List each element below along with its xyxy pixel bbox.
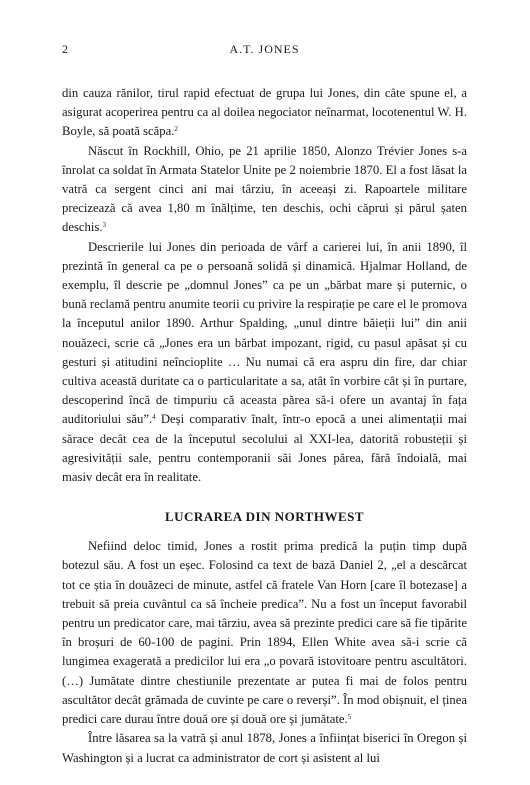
paragraph-text: Deși comparativ înalt, într-o epocă a unei alimentații mai sărace decât cea de la începutul secolului al XXI-lea, datorită robusteții și agresivității sale, pentru contemporanii săi Jones părea, fără îndoială, mai masiv decât era în realitate. bbox=[62, 412, 467, 485]
paragraph bbox=[62, 142, 467, 238]
section-heading: LUCRAREA DIN NORTHWEST bbox=[164, 509, 365, 525]
footnote-marker: 3 bbox=[102, 221, 107, 230]
footnote-marker: 2 bbox=[174, 125, 178, 134]
running-header bbox=[62, 42, 467, 60]
book-page bbox=[62, 42, 467, 768]
paragraph bbox=[62, 729, 467, 767]
page-body bbox=[62, 84, 467, 768]
footnote-marker: 5 bbox=[347, 713, 352, 722]
page-number: 2 bbox=[62, 42, 69, 56]
paragraph-text: Descrierile lui Jones din perioada de vârf a carierei lui, în anii 1890, îl prezintă în general ca pe o persoană solidă și dinamică. Hjalmar Holland, de exemplu, îl descrie pe „domnul Jones” ca pe un „bărbat mare și puternic, o bună reclamă pentru anumite teorii cu privire la respirație pe care el le promova la începutul anilor 1890. Arthur Spalding, „unul dintre băieții lui” din anii nouăzeci, scrie că „Jones era un bărbat impozant, rigid, cu pasul apăsat și cu gesturi și atitudini neîncioplite … Nu numai că era aspru din fire, dar chiar cultiva această duritate ca o particularitate a sa, atât în vorbire cât și în purtare, descoperind încă de timpuriu că aceasta părea să-i ofere un avantaj în fața auditoriului său”. bbox=[62, 239, 467, 427]
paragraph-text: Născut în Rockhill, Ohio, pe 21 aprilie 1850, Alonzo Trévier Jones s-a înrolat ca soldat în Armata Statelor Unite pe 2 noiembrie 1870. El a fost lăsat la vatră ca sergent cinci ani mai târziu, în aceeași zi. Rapoartele militare precizează că avea 1,80 m înălțime, ten deschis, ochi căprui și părul șaten deschis. bbox=[62, 143, 467, 235]
running-title: A.T. JONES bbox=[229, 42, 300, 56]
paragraph-text: Între lăsarea sa la vatră și anul 1878, Jones a înființat biserici în Oregon și Washington și a lucrat ca administrator de cort și asistent al lui bbox=[62, 731, 467, 765]
paragraph bbox=[62, 84, 467, 142]
paragraph-text: Nefiind deloc timid, Jones a rostit prima predică la puțin timp după botezul său. A fost un eșec. Folosind ca text de bază Daniel 2, „el a descărcat tot ce știa în douăzeci de minute, astfel că fratele Van Horn [care îl botezase] a trebuit să preia cuvântul ca să încheie predica”. Nu a fost un început favorabil pentru un predicator care, mai târziu, avea să prezinte predici care să fie tipărite în broșuri de 60-100 de pagini. Prin 1894, Ellen White avea să-i scrie că lungimea exagerată a predicilor lui era „o povară istovitoare pentru ascultători. (…) Jumătate dintre chestiunile prezentate ar putea fi mai de folos pentru ascultător decât grămada de cuvinte pe care o reverși”. În mod obișnuit, el ținea predici care durau între două ore și două ore și jumătate. bbox=[62, 539, 467, 727]
paragraph bbox=[62, 537, 467, 729]
paragraph bbox=[62, 238, 467, 488]
footnote-marker: 4 bbox=[152, 413, 156, 422]
paragraph-text: din cauza rănilor, tirul rapid efectuat de grupa lui Jones, din câte spune el, a asigurat acoperirea pentru ca al doilea negociator neînarmat, locotenentul W. H. Boyle, să poată scăpa. bbox=[62, 86, 467, 139]
